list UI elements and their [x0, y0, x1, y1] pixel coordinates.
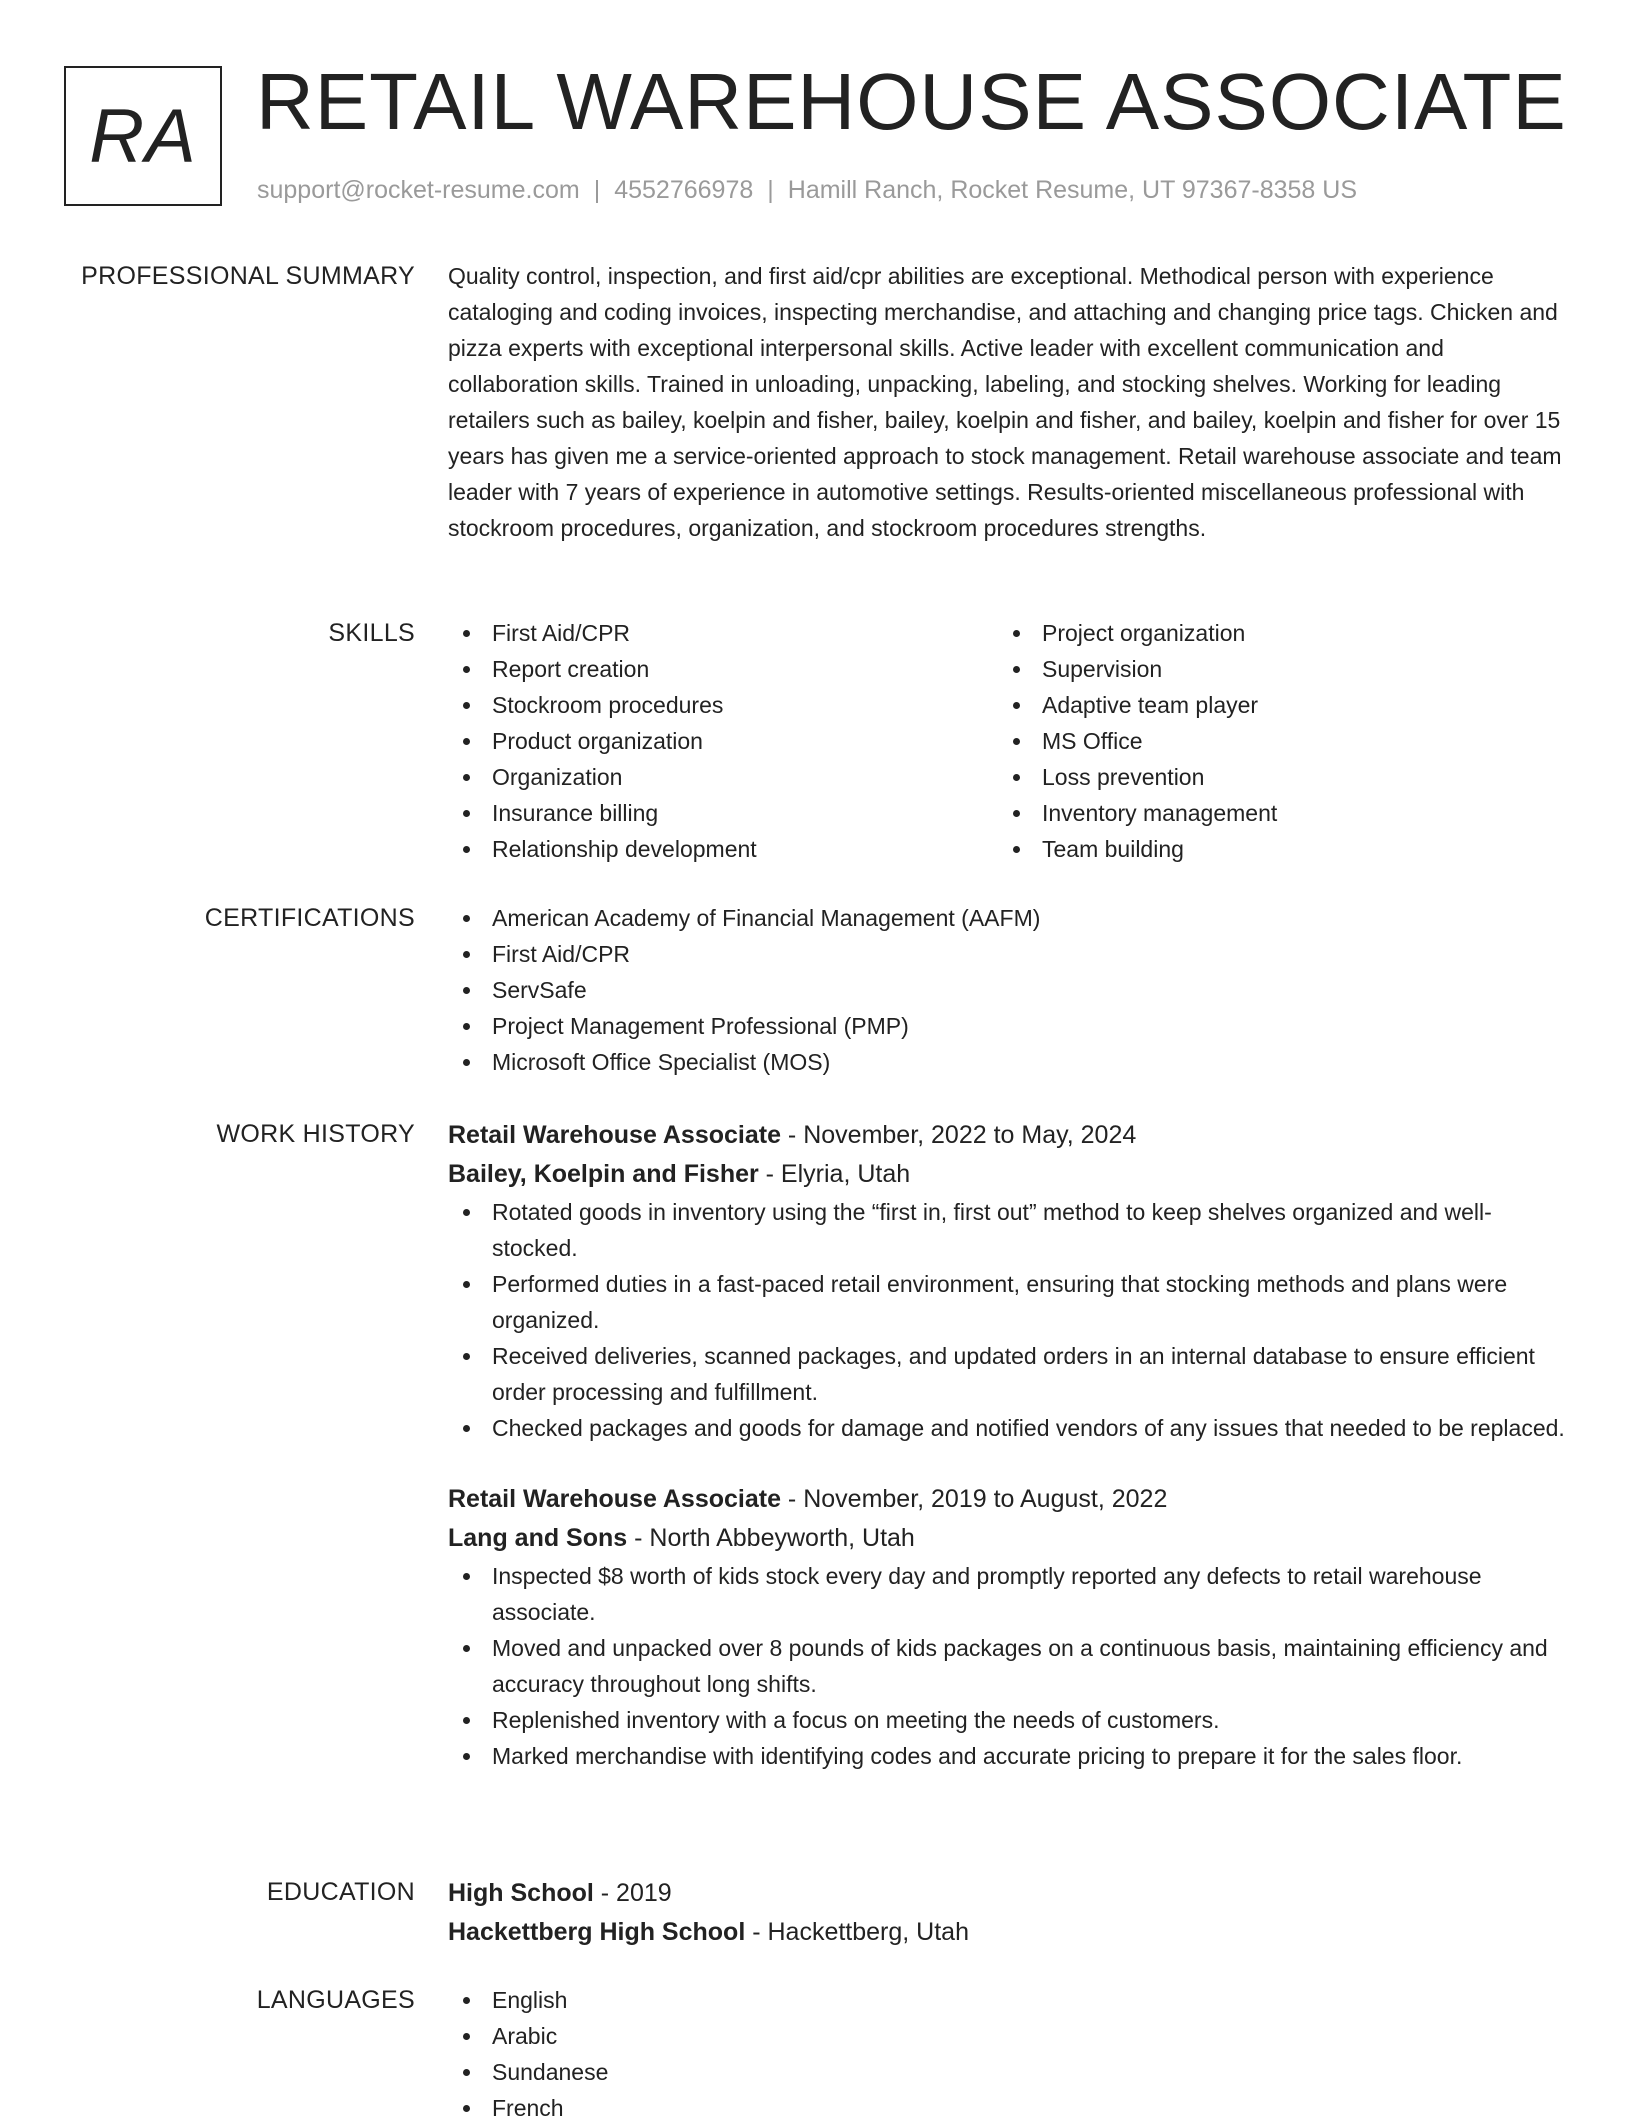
skill-item: Adaptive team player: [998, 687, 1548, 723]
job-dates: - November, 2022 to May, 2024: [780, 1121, 1137, 1149]
language-item: French: [448, 2090, 1566, 2126]
certification-item: Microsoft Office Specialist (MOS): [448, 1044, 1566, 1080]
skill-item: First Aid/CPR: [448, 615, 998, 651]
job-title: Retail Warehouse Associate: [448, 1121, 781, 1149]
certification-item: Project Management Professional (PMP): [448, 1008, 1566, 1044]
summary-text: Quality control, inspection, and first aid/cpr abilities are exceptional. Methodical person with experience cataloging and coding invoices, inspecting merchandise, and attaching and changing price tags. Chicken and pizza experts with exceptional interpersonal skills. Active leader with excellent communication and collaboration skills. Trained in unloading, unpacking, labeling, and stocking shelves. Working for leading retailers such as bailey, koelpin and fisher, bailey, koelpin and fisher, and bailey, koelpin and fisher for over 15 years has given me a service-oriented approach to stock management. Retail warehouse associate and team leader with 7 years of experience in automotive settings. Results-oriented miscellaneous professional with stockroom procedures, organization, and stockroom procedures strengths.: [448, 263, 1562, 541]
job-title: Retail Warehouse Associate: [448, 1485, 781, 1513]
certifications-list: [448, 900, 1566, 1080]
education-degree: High School: [448, 1879, 594, 1907]
skill-item: Team building: [998, 831, 1548, 867]
job-bullet: Checked packages and goods for damage and notified vendors of any issues that needed to be replaced.: [448, 1410, 1566, 1446]
section-label-education: EDUCATION: [266, 1878, 415, 1906]
skills-column-left: [448, 615, 998, 867]
job-bullet: Rotated goods in inventory using the “first in, first out” method to keep shelves organized and well-stocked.: [448, 1194, 1566, 1266]
job-bullet: Received deliveries, scanned packages, and updated orders in an internal database to ensure efficient order processing and fulfillment.: [448, 1338, 1566, 1410]
contact-separator: |: [593, 176, 601, 204]
languages-list: [448, 1982, 1566, 2126]
skill-item: Organization: [448, 759, 998, 795]
skill-item: Inventory management: [998, 795, 1548, 831]
contact-line: [257, 172, 1357, 208]
job-location: - North Abbeyworth, Utah: [627, 1524, 915, 1552]
skills-column-right: [998, 615, 1548, 867]
job-bullet: Marked merchandise with identifying codes and accurate pricing to prepare it for the sales floor.: [448, 1738, 1566, 1774]
education-school: Hackettberg High School: [448, 1918, 746, 1946]
monogram-logo: RA: [64, 66, 222, 206]
skills-list: [448, 615, 1566, 867]
job-entry: [448, 1480, 1566, 1774]
section-label-certifications: CERTIFICATIONS: [204, 904, 415, 932]
contact-address: Hamill Ranch, Rocket Resume, UT 97367-8358 US: [787, 176, 1358, 204]
job-title-line: [448, 1480, 1566, 1519]
job-bullet: Replenished inventory with a focus on meeting the needs of customers.: [448, 1702, 1566, 1738]
job-location: - Elyria, Utah: [758, 1160, 911, 1188]
job-bullet: Performed duties in a fast-paced retail environment, ensuring that stocking methods and plans were organized.: [448, 1266, 1566, 1338]
certification-item: First Aid/CPR: [448, 936, 1566, 972]
skill-item: Supervision: [998, 651, 1548, 687]
job-bullets: [448, 1194, 1566, 1446]
certification-item: American Academy of Financial Management (AAFM): [448, 900, 1566, 936]
education-degree-line: [448, 1874, 1566, 1913]
language-item: English: [448, 1982, 1566, 2018]
skill-item: MS Office: [998, 723, 1548, 759]
page-title: RETAIL WAREHOUSE ASSOCIATE: [256, 57, 1567, 146]
certification-item: ServSafe: [448, 972, 1566, 1008]
education-location: - Hackettberg, Utah: [745, 1918, 969, 1946]
job-company-line: [448, 1519, 1566, 1558]
skill-item: Stockroom procedures: [448, 687, 998, 723]
skill-item: Product organization: [448, 723, 998, 759]
contact-email[interactable]: support@rocket-resume.com: [257, 176, 580, 204]
certifications-body: [448, 900, 1566, 1080]
skill-item: Project organization: [998, 615, 1548, 651]
skill-item: Insurance billing: [448, 795, 998, 831]
section-label-languages: LANGUAGES: [256, 1986, 415, 2014]
contact-phone[interactable]: 4552766978: [614, 176, 754, 204]
contact-separator: |: [767, 176, 774, 204]
summary-body: [448, 258, 1566, 546]
languages-body: [448, 1982, 1566, 2126]
section-label-work-history: WORK HISTORY: [216, 1120, 415, 1148]
skill-item: Relationship development: [448, 831, 998, 867]
job-entry: [448, 1116, 1566, 1446]
job-bullets: [448, 1558, 1566, 1774]
section-label-skills: SKILLS: [328, 619, 415, 647]
job-bullet: Moved and unpacked over 8 pounds of kids packages on a continuous basis, maintaining efficiency and accuracy throughout long shifts.: [448, 1630, 1566, 1702]
job-dates: - November, 2019 to August, 2022: [780, 1485, 1168, 1513]
education-school-line: [448, 1913, 1566, 1952]
job-bullet: Inspected $8 worth of kids stock every day and promptly reported any defects to retail warehouse associate.: [448, 1558, 1566, 1630]
language-item: Arabic: [448, 2018, 1566, 2054]
job-title-line: [448, 1116, 1566, 1155]
job-company: Bailey, Koelpin and Fisher: [448, 1160, 759, 1188]
language-item: Sundanese: [448, 2054, 1566, 2090]
skill-item: Report creation: [448, 651, 998, 687]
work-history-body: [448, 1116, 1566, 1774]
section-label-summary: PROFESSIONAL SUMMARY: [81, 262, 415, 290]
education-year: - 2019: [593, 1879, 672, 1907]
job-company-line: [448, 1155, 1566, 1194]
skill-item: Loss prevention: [998, 759, 1548, 795]
education-body: [448, 1874, 1566, 1952]
job-company: Lang and Sons: [448, 1524, 628, 1552]
